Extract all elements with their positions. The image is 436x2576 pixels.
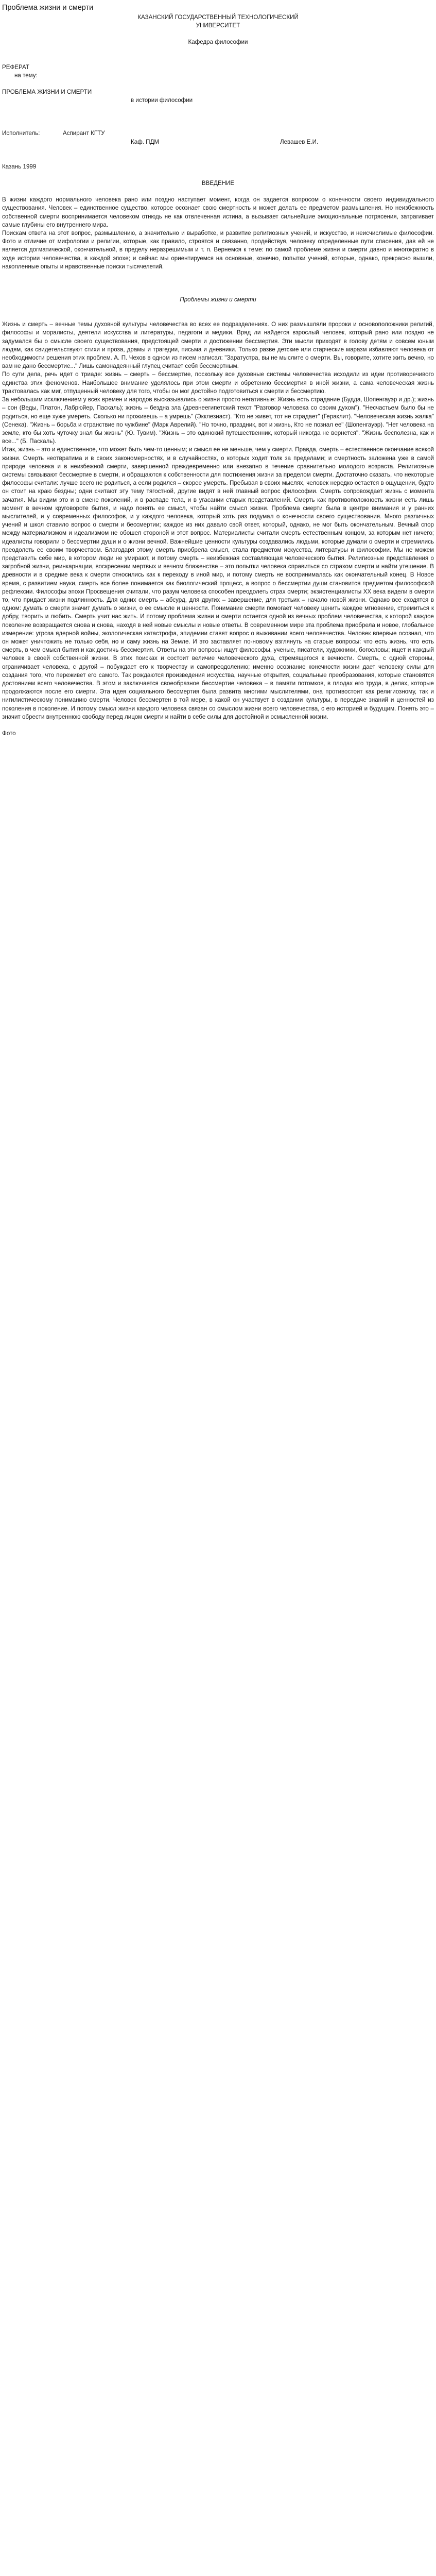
part1-paragraph-3: За небольшим исключением у всех времен и народов высказывались о жизни просто негативные: Жизнь есть страдание (Будда, Шопенгауэр и др.); жизнь – сон (Веды, Платон, Лабрюйер, Паскаль); жизнь – бездна зла (древнеегипетский текст "Разговор человека со своим духом"). "Несчастьем было бы не родиться, но еще хуже умереть. Сколько ни проживешь – а умрешь" (Экклезиаст). "Кто не живет, тот не страдает" (Гераклит). "Человеческая жизнь жалка" (Сенека). "Жизнь – борьба и странствие по чужбине" (Марк Аврелий). "Но точно, праздник, вот и жизнь, Кто не познал ее" (Шопенгауэр). "Нет человека на земле, кто бы хоть чуточку знал бы жизнь" (Ю. Тувим). "Жизнь – это одинокий путешественник, который никогда не вернется". "Жизнь бесполезна, как и все..." (Б. Паскаль). xyxy=(2,396,434,445)
performer-role: Аспирант КГТУ xyxy=(63,130,105,137)
dept-label: Каф. ПДМ xyxy=(131,138,160,145)
part1-paragraph-2: По сути дела, речь идет о триаде: жизнь – смерть – бессмертие, поскольку все духовные системы человечества исходили из идеи противоречивого единства этих феноменов. Наибольшее внимание уделялось при этом смерти и обретению бессмертия в иной жизни, а сама человеческая жизнь трактовалась как миг, отпущенный человеку для того, чтобы он мог достойно подготовиться к смерти и бессмертию. xyxy=(2,371,434,395)
signature-row-performer xyxy=(2,129,434,138)
place-year: Казань 1999 xyxy=(2,163,37,170)
report-topic-label: на тему: xyxy=(14,72,38,79)
institution-line-1: КАЗАНСКИЙ ГОСУДАРСТВЕННЫЙ ТЕХНОЛОГИЧЕСКИЙ xyxy=(137,14,299,21)
institution-line-2: УНИВЕРСИТЕТ xyxy=(196,22,240,29)
footer-label: Фото xyxy=(2,730,16,737)
intro-paragraph-2: Поискам ответа на этот вопрос, размышлению, а значительно и выработке, и развитие религиозных учений, и искусство, и неисчислимые философии. Фото и отличие от мифологии и религии, которые, как правило, строятся и связанно, продействуя, человеку определенные пути спасения, дав ей не является догматической, окончательной, в пределу неразрешимым и т. п. Вернемся к теме: по самой проблеме жизни и смерти давно и многократно в ходе истории человечества, в каждой эпохе; и сейчас мы ориентируемся на основные, конечно, попытки учений, которые, однако, прекрасно вышли, накопленные опыты и нравственные поиски тысячелетий. xyxy=(2,230,434,270)
part1-paragraph-1: Жизнь и смерть – вечные темы духовной культуры человечества во всех ее подразделениях. О них размышляли пророки и основоположники религий, философы и моралисты, деятели искусства и литературы, педагоги и медики. Вряд ли найдется взрослый человек, который рано или поздно не задумался бы о смысле своего существования, предстоящей смерти и достижении бессмертия. Эти мысли приходят в голову детям и совсем юным людям, как свидетельствуют стихи и проза, драмы и трагедии, письма и дневники. Только разве детские или старческие маразм избавляют человека от необходимости решения этих проблем. А. П. Чехов в одном из писем написал: "Заратустра, вы не мыслите о смерти. Вы, говорите, хотите жить вечно, но вам не дано бессмертие..." Лишь самонадеянный глупец считает себя бессмертным. xyxy=(2,321,434,370)
intro-heading: ВВЕДЕНИЕ xyxy=(201,180,235,187)
performer-name: Левашев Е.И. xyxy=(280,138,319,145)
body-text: Итак, жизнь – это и единственное, что может быть чем-то ценным; и смысл ее не меньше, чем у смерти. Правда, смерть – естественное окончание всякой жизни. Смерть неотвратима и в своих закономерностях, и в случайностях, о которых ходит толк за пределами; и смертность заложена уже в самой природе человека и в неизбежной смерти, завершенной преждевременно или внезапно в течение сравнительно молодого возраста. Религиозные системы связывают бессмертие в смерти, и обращаются к собственности для постижения жизни за пределом смерти. Достаточно сказать, что некоторые философы считали: лучше всего не родиться, а если родился – скорее умереть. Пребывая в своих мыслях, человек нередко остается в ощущении, будто он стоит на краю бездны; одни считают эту тему тягостной, другие видят в ней главный вопрос философии. Смерть сопровождает жизнь с момента зачатия. Мы видим это и в смене поколений, и в распаде тела, и в угасании старых представлений. Смерть как противоположность жизни есть лишь момент в вечном круговороте бытия, и надо понять ее смысл, чтобы найти смысл жизни. Проблема смерти была в центре внимания и у ранних мыслителей, и у современных философов, и у каждого человека, который хоть раз подумал о конечности своего существования. Много различных учений и школ ставило вопрос о смерти и бессмертии; каждое из них давало свой ответ, который, однако, не мог быть окончательным. Вечный спор между материализмом и идеализмом не обошел стороной и этот вопрос. Материалисты считали смерть естественным концом, за которым нет ничего; идеалисты говорили о бессмертии души и о жизни вечной. Важнейшие ценности культуры создавались людьми, которые думали о смерти и стремились преодолеть ее своим творчеством. Благодаря этому смерть приобрела смысл, стала предметом искусства, литературы и философии. Мы не можем представить себе мир, в котором люди не умирают, и потому смерть – неизбежная составляющая человеческого бытия. Религиозные представления о загробной жизни, реинкарнации, воскресении мертвых и вечном блаженстве – это попытки человека справиться со страхом смерти и найти утешение. В древности и в средние века к смерти относились как к переходу в иной мир, и потому смерть не воспринималась как окончательный конец. В Новое время, с развитием науки, смерть все более понимается как биологический процесс, а вопрос о бессмертии души становится предметом философской рефлексии. Философы эпохи Просвещения считали, что разум человека способен преодолеть страх смерти; экзистенциалисты XX века видели в смерти то, что придает жизни подлинность. Для одних смерть – абсурд, для других – завершение, для третьих – начало новой жизни. Однако все сходятся в одном: думать о смерти значит думать о жизни, о ее смысле и ценности. Понимание смерти помогает человеку ценить каждое мгновение, стремиться к добру, творить и любить. Смерть учит нас жить. И потому проблема жизни и смерти остается одной из вечных проблем человечества, к которой каждое поколение возвращается снова и снова, находя в ней новые смыслы и новые ответы. В современном мире эта проблема приобрела и новое, глобальное измерение: угроза ядерной войны, экологическая катастрофа, эпидемии ставят вопрос о выживании всего человечества. Человек впервые осознал, что он может уничтожить не только себя, но и саму жизнь на Земле. И это заставляет по-новому взглянуть на старые вопросы: что есть жизнь, что есть смерть, в чем смысл бытия и как достичь бессмертия. Ответы на эти вопросы ищут философы, ученые, писатели, художники, богословы; ищет и каждый человек в своей собственной жизни. В этих поисках и состоит величие человеческого духа, стремящегося к вечности. Смерть, с одной стороны, ограничивает человека, с другой – побуждает его к творчеству и самопреодолению; именно осознание конечности жизни дает человеку силы для создания того, что переживет его самого. Так рождаются произведения искусства, научные открытия, социальные преобразования, которые становятся достоянием всего человечества. В этом и заключается своеобразное бессмертие человека – в памяти потомков, в плодах его труда, в делах, которые продолжаются после его смерти. Эта идея социального бессмертия была развита многими мыслителями, она противостоит как религиозному, так и нигилистическому пониманию смерти. Человек бессмертен в той мере, в какой он участвует в создании культуры, в передаче знаний и ценностей из поколения в поколение. И потому смысл жизни каждого человека связан со смыслом жизни всего человечества, с его историей и будущим. Понять это – значит обрести внутреннюю свободу перед лицом смерти и найти в себе силы для достойной и осмысленной жизни. xyxy=(2,446,434,720)
document-title: Проблема жизни и смерти xyxy=(2,4,94,12)
report-subject: в истории философии xyxy=(131,97,193,104)
performer-label: Исполнитель: xyxy=(2,130,40,137)
part1-heading: Проблемы жизни и смерти xyxy=(180,296,256,303)
department: Кафедра философии xyxy=(188,39,248,46)
intro-paragraph-1: В жизни каждого нормального человека рано или поздно наступает момент, когда он задается вопросом о конечности своего индивидуального существования. Человек – единственное существо, которое осознает свою смертность и может делать ее предметом размышления. Но неизбежность собственной смерти воспринимается человеком отнюдь не как отвлеченная истина, а вызывает сильнейшие эмоциональные потрясения, затрагивает самые глубины его внутреннего мира. xyxy=(2,196,434,228)
report-topic: ПРОБЛЕМА ЖИЗНИ И СМЕРТИ xyxy=(2,89,92,96)
signature-row-dept xyxy=(2,138,434,146)
report-label: РЕФЕРАТ xyxy=(2,63,29,71)
